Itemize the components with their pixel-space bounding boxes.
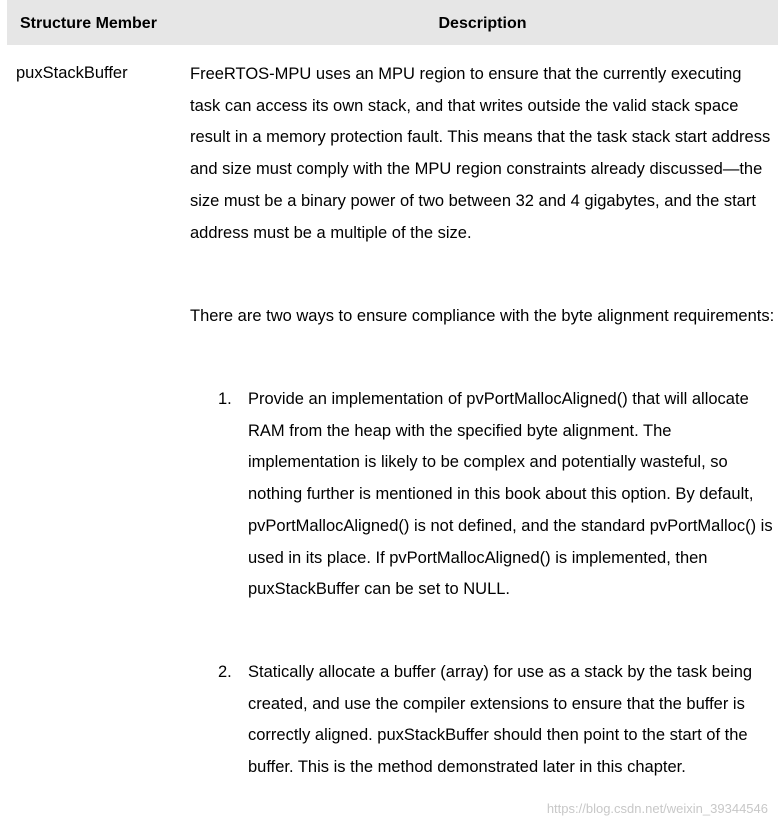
structure-table	[7, 0, 778, 45]
list-item-text: Statically allocate a buffer (array) for use as a stack by the task being created, and use the compiler extensions to ensure that the buffer is correctly aligned. puxStackBuffer should then point to the start of the buffer. This is the method demonstrated later in this chapter.	[248, 663, 753, 777]
paragraph-2-text: There are two ways to ensure compliance with the byte alignment requirements:	[190, 307, 775, 325]
list-item-number: 1.	[218, 390, 232, 408]
list-item-text: Provide an implementation of pvPortMallocAligned() that will allocate RAM from the heap with the specified byte alignment. The implementation is likely to be complex and potentially wasteful, so nothing further is mentioned in this book about this option. By default, pvPortMallocAligned() is not defined, and the standard pvPortMalloc() is used in its place. If pvPortMallocAligned() is implemented, then puxStackBuffer can be set to NULL.	[248, 390, 773, 599]
description-paragraph-2	[190, 301, 775, 333]
list-item-number: 2.	[218, 663, 232, 681]
table-header-row	[7, 0, 778, 45]
member-name-cell: puxStackBuffer	[16, 64, 128, 82]
header-description: Description	[438, 15, 527, 32]
header-structure-member: Structure Member	[20, 15, 157, 32]
paragraph-1-text: FreeRTOS-MPU uses an MPU region to ensure that the currently executing task can access its own stack, and that writes outside the valid stack space result in a memory protection fault. This means that the task stack start address and size must comply with the MPU region constraints already discussed—the size must be a binary power of two between 32 and 4 gigabytes, and the start address must be a multiple of the size.	[190, 65, 771, 242]
description-paragraph-1	[190, 59, 775, 249]
watermark: https://blog.csdn.net/weixin_39344546	[546, 801, 768, 816]
